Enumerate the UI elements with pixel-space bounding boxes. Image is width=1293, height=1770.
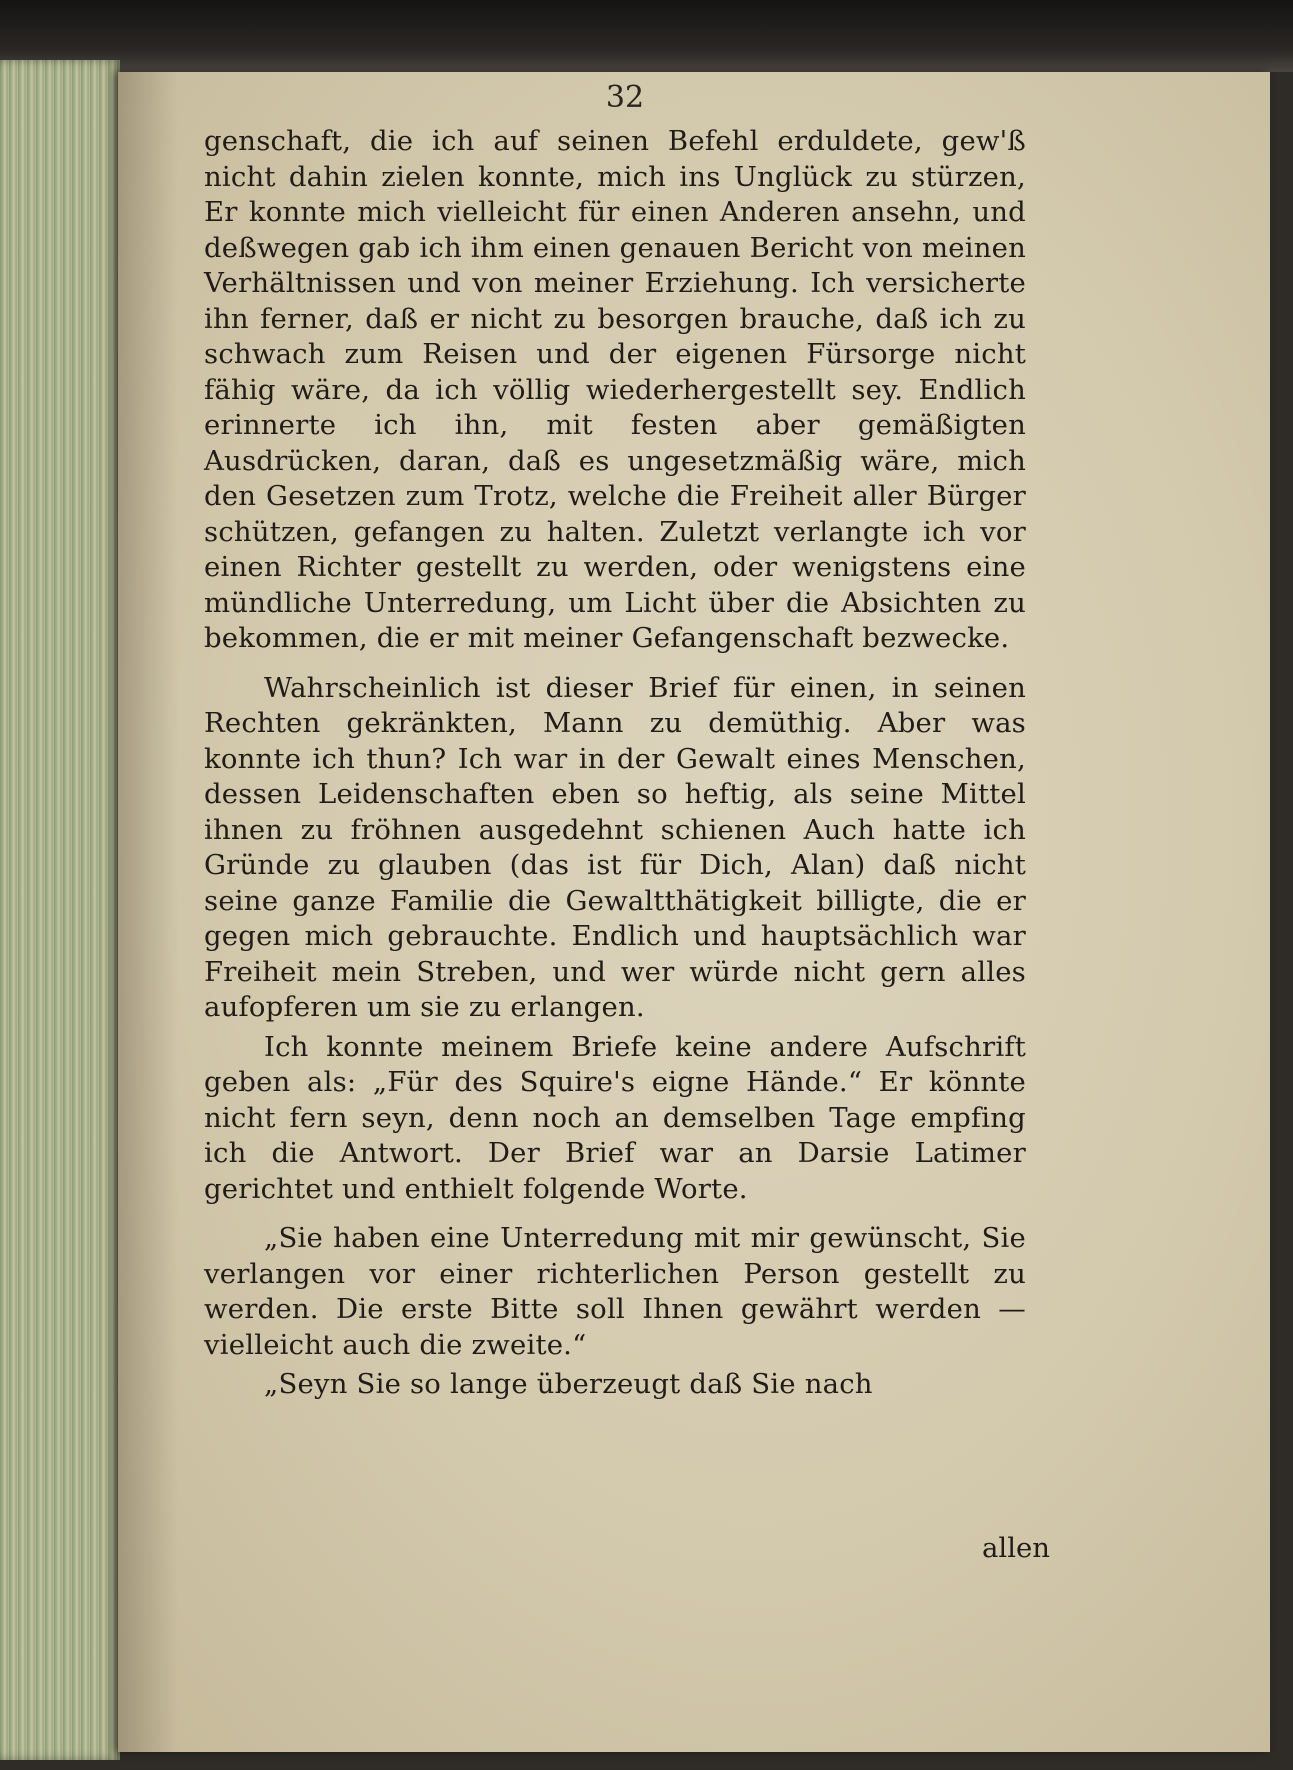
body-text bbox=[204, 124, 1026, 1403]
page-number: 32 bbox=[605, 80, 645, 115]
top-shadow bbox=[0, 0, 1293, 72]
catchword: allen bbox=[982, 1532, 1050, 1564]
page-edges bbox=[0, 60, 120, 1760]
paragraph-5: „Seyn Sie so lange überzeugt daß Sie nach bbox=[264, 1368, 873, 1400]
paragraph-4: „Sie haben eine Unterredung mit mir gewünscht, Sie verlangen vor einer richterlichen Person gestellt zu werden. Die erste Bitte soll Ihnen gewährt werden — vielleicht auch die zweite.“ bbox=[204, 1222, 1026, 1361]
paragraph-3: Ich konnte meinem Briefe keine andere Aufschrift geben als: „Für des Squire's eigne Hände.“ Er könnte nicht fern seyn, denn noch an demselben Tage empfing ich die Antwort. Der Brief war an Darsie Latimer gerichtet und enthielt folgende Worte. bbox=[204, 1030, 1026, 1205]
gutter-shade bbox=[118, 72, 178, 1752]
paragraph-2: Wahrscheinlich ist dieser Brief für einen, in seinen Rechten gekränkten, Mann zu demüthig. Aber was konnte ich thun? Ich war in der Gewalt eines Menschen, dessen Leidenschaften eben so heftig, als seine Mittel ihnen zu fröhnen ausgedehnt schienen Auch hatte ich Gründe zu glauben (das ist für Dich, Alan) daß nicht seine ganze Familie die Gewaltthätigkeit billigte, die er gegen mich gebrauchte. Endlich und hauptsächlich war Freiheit mein Streben, und wer würde nicht gern alles aufopferen um sie zu erlangen. bbox=[204, 671, 1026, 1023]
paragraph-1: genschaft, die ich auf seinen Befehl erduldete, gew'ß nicht dahin zielen konnte, mich ins Unglück zu stürzen, Er konnte mich vielleicht für einen Anderen ansehn, und deßwegen gab ich ihm einen genauen Bericht von meinen Verhältnissen und von meiner Erziehung. Ich versicherte ihn ferner, daß er nicht zu besorgen brauche, daß ich zu schwach zum Reisen und der eigenen Fürsorge nicht fähig wäre, da ich völlig wiederhergestellt sey. Endlich erinnerte ich ihn, mit festen aber gemäßigten Ausdrücken, daran, daß es ungesetzmäßig wäre, mich den Gesetzen zum Trotz, welche die Freiheit aller Bürger schützen, gefangen zu halten. Zuletzt verlangte ich vor einen Richter gestellt zu werden, oder wenigstens eine mündliche Unterredung, um Licht über die Absichten zu bekommen, die er mit meiner Gefangenschaft bezwecke. bbox=[204, 125, 1026, 654]
